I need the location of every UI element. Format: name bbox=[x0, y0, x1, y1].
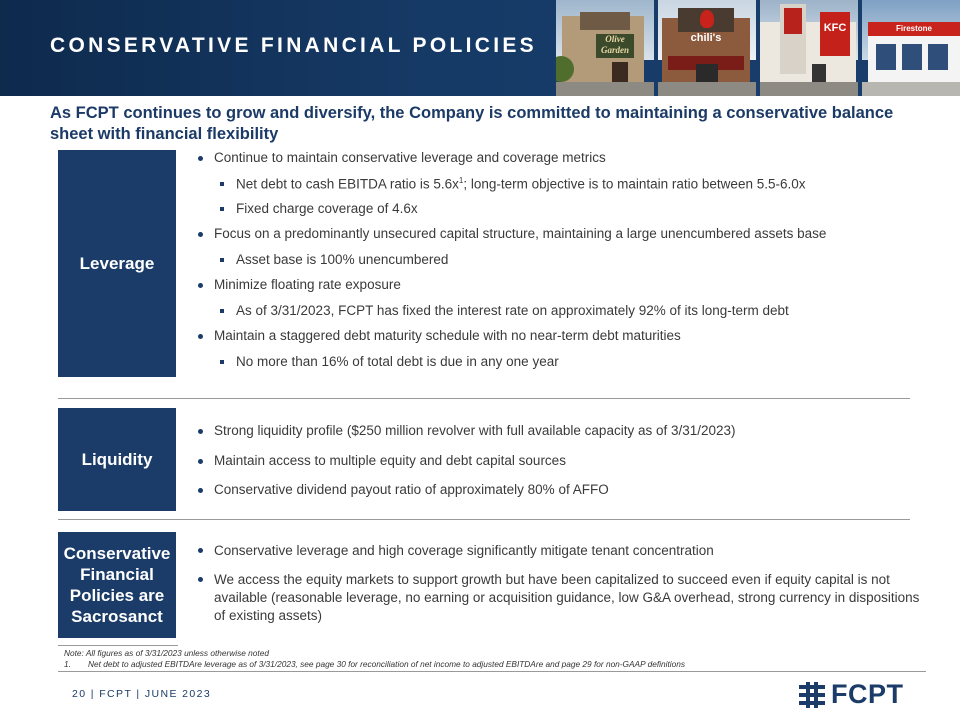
fcpt-cross-logo-icon bbox=[799, 682, 825, 708]
olive-garden-photo bbox=[556, 0, 654, 96]
sacrosanct-label: Conservative Financial Policies are Sacrosanct bbox=[58, 532, 176, 638]
footnotes bbox=[64, 648, 924, 670]
page-title: CONSERVATIVE FINANCIAL POLICIES bbox=[50, 34, 537, 57]
list-item: We access the equity markets to support growth but have been capitalized to succeed even if equity capital is not available (reasonable leverage, no earning or acquisition guidance, low G&A overhead, strong currency in dispositions of existing assets) bbox=[196, 571, 924, 625]
liquidity-bullets bbox=[196, 423, 924, 511]
kfc-sign-text: KFC bbox=[823, 22, 847, 34]
list-item: Conservative leverage and high coverage significantly mitigate tenant concentration bbox=[196, 542, 924, 560]
chilis-photo bbox=[658, 0, 756, 96]
firestone-photo bbox=[862, 0, 960, 96]
list-item: No more than 16% of total debt is due in any one year bbox=[196, 354, 924, 379]
restaurant-photo-strip bbox=[556, 0, 960, 96]
fcpt-logo-text: FCPT bbox=[831, 679, 904, 709]
list-item: Fixed charge coverage of 4.6x bbox=[196, 201, 924, 226]
chilis-sign-text: chili's bbox=[690, 32, 722, 44]
olive-garden-sign-text: Olive Garden bbox=[600, 34, 629, 55]
footer-page-info: 20 | FCPT | JUNE 2023 bbox=[72, 688, 212, 700]
liquidity-label: Liquidity bbox=[58, 408, 176, 511]
kfc-photo bbox=[760, 0, 858, 96]
list-item: Maintain access to multiple equity and debt capital sources bbox=[196, 453, 924, 482]
leverage-bullets bbox=[196, 150, 924, 379]
header-banner bbox=[0, 0, 960, 96]
list-item: Asset base is 100% unencumbered bbox=[196, 252, 924, 277]
list-item: Focus on a predominantly unsecured capital structure, maintaining a large unencumbered assets base bbox=[196, 226, 924, 252]
section-divider bbox=[58, 398, 910, 399]
page-subtitle: As FCPT continues to grow and diversify, the Company is committed to maintaining a conservative balance sheet with financial flexibility bbox=[50, 104, 894, 143]
footer-rule bbox=[58, 671, 926, 672]
sacrosanct-bullets bbox=[196, 542, 924, 625]
section-divider bbox=[58, 519, 910, 520]
list-item: Conservative dividend payout ratio of approximately 80% of AFFO bbox=[196, 482, 924, 511]
fcpt-logo bbox=[799, 679, 904, 710]
footnote-1: 1. Net debt to adjusted EBITDAre leverage as of 3/31/2023, see page 30 for reconciliation of net income to adjusted EBITDAre and page 29 for non-GAAP definitions bbox=[64, 659, 685, 669]
firestone-sign-text: Firestone bbox=[895, 24, 932, 33]
note-line: Note: All figures as of 3/31/2023 unless otherwise noted bbox=[64, 648, 269, 658]
notes-rule bbox=[58, 645, 178, 646]
list-item: Strong liquidity profile ($250 million revolver with full available capacity as of 3/31/2023) bbox=[196, 423, 924, 453]
list-item: Net debt to cash EBITDA ratio is $5.6x^1$; long-term objective is to maintain ratio between 5.5-6.0x bbox=[196, 176, 924, 201]
leverage-label: Leverage bbox=[58, 150, 176, 377]
list-item: Continue to maintain conservative leverage and coverage metrics bbox=[196, 150, 924, 176]
list-item: As of 3/31/2023, FCPT has fixed the interest rate on approximately 92% of its long-term debt bbox=[196, 303, 924, 328]
list-item: Maintain a staggered debt maturity schedule with no near-term debt maturities bbox=[196, 328, 924, 354]
list-item: Minimize floating rate exposure bbox=[196, 277, 924, 303]
